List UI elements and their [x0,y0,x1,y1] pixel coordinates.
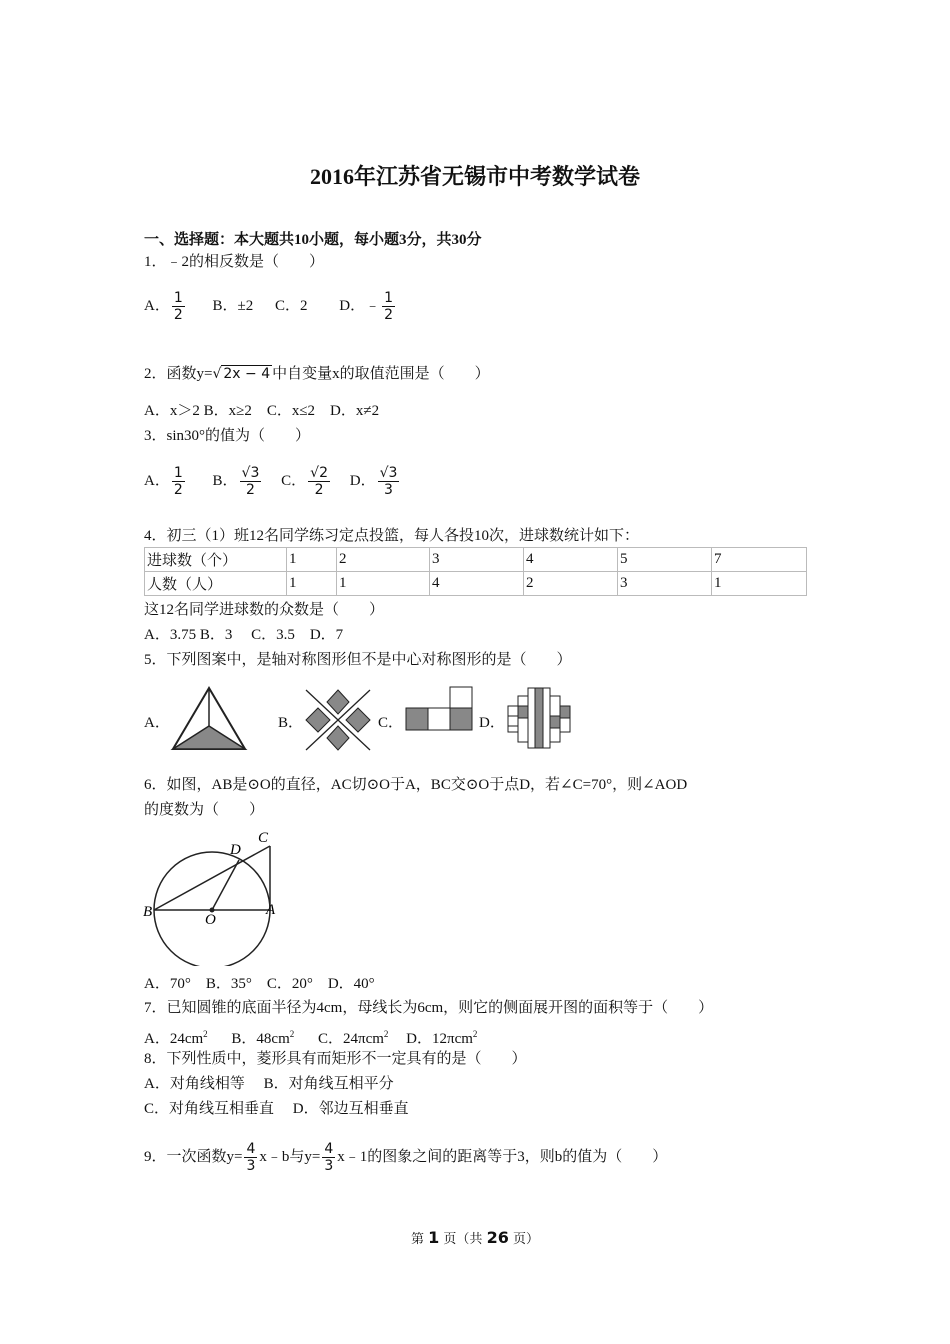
label-d: D [230,842,241,858]
q4-question: 这12名同学进球数的众数是（ ） [144,602,385,618]
q1-stem: 1．﹣2的相反数是（ ） [144,254,325,270]
radicand: 2x − 4 [223,366,271,382]
label-o: O [205,912,216,928]
q3-c-label: C． [281,472,307,489]
q9-pre: 9．一次函数y= [144,1148,243,1165]
exponent: 2 [383,1029,389,1039]
q3-d-fraction [378,465,400,498]
numerator: 1 [384,290,394,306]
table-cell: 4 [524,548,618,572]
table-cell: 3 [618,572,712,596]
q7-options [144,1024,477,1049]
q2-options: A．x＞2 B．x≥2 C．x≤2 D．x≠2 [144,403,380,419]
q1-b: B．±2 [212,297,254,314]
table-cell: 4 [430,572,524,596]
exponent: 2 [203,1029,208,1039]
q7-c: C．24πcm [318,1031,384,1047]
q7-stem: 7．已知圆锥的底面半径为4cm，母线长为6cm，则它的侧面展开图的面积等于（ ） [144,1000,714,1016]
radicand: 3 [388,465,398,481]
table-cell: 1 [712,572,807,596]
q1-c: C．2 [275,297,308,314]
table-cell: 1 [287,572,337,596]
denominator: 3 [246,1158,256,1174]
denominator: 3 [384,482,393,498]
denominator: 2 [173,307,183,323]
label-a: A [266,902,276,918]
radicand: 3 [250,465,260,481]
q4-stem: 4．初三（1）班12名同学练习定点投篮，每人各投10次，进球数统计如下： [144,528,640,544]
table-cell: 3 [430,548,524,572]
q5-c-label: C． [378,715,404,731]
q7-d: D．12πcm [406,1031,473,1047]
q9-stem [144,1141,667,1174]
denominator: 2 [173,482,183,498]
q6-options: A．70° B．35° C．20° D．40° [144,976,375,992]
q3-a-fraction [172,465,185,498]
q9-post: x﹣1的图象之间的距离等于3，则b的值为（ ） [337,1148,668,1165]
exponent: 2 [472,1029,478,1039]
q3-c-fraction [308,465,330,498]
circle-geometry-figure [142,826,282,966]
table-cell: 5 [618,548,712,572]
numerator: 1 [173,465,183,481]
section-heading: 一、选择题：本大题共10小题，每小题3分，共30分 [144,232,482,248]
q3-a-label: A． [144,472,170,489]
cross-pattern-figure [504,686,576,750]
table-cell: 2 [524,572,618,596]
squares-figure [404,686,476,732]
numerator: 4 [246,1141,256,1157]
q9-mid: x﹣b与y= [259,1148,321,1165]
table-cell: 1 [287,548,337,572]
score-table [144,547,807,596]
denominator: 2 [314,482,324,498]
label-c: C [258,830,269,846]
numerator: √3 [241,465,260,481]
table-cell: 人数（人） [145,572,287,596]
denominator: 2 [245,482,255,498]
numerator: 4 [324,1141,334,1157]
table-row [145,572,807,596]
triangle-figure [170,686,248,752]
q8-options-line1: A．对角线相等 B．对角线互相平分 [144,1076,394,1092]
page-number: 1 [428,1228,440,1247]
q9-fraction-1 [244,1141,257,1174]
q1-d-label: D．﹣ [339,297,381,314]
sqrt-expression: √ 2x − 4 [212,366,271,382]
q5-stem: 5．下列图案中，是轴对称图形但不是中心对称图形的是（ ） [144,652,572,668]
q2-stem-pre: 2．函数y= [144,366,213,382]
q8-stem: 8．下列性质中，菱形具有而矩形不一定具有的是（ ） [144,1051,527,1067]
q8-options-line2: C．对角线互相垂直 D．邻边互相垂直 [144,1101,409,1117]
q2-stem-post: 中自变量x的取值范围是（ ） [272,366,490,382]
denominator: 2 [384,307,394,323]
q3-b-label: B． [212,472,238,489]
q7-b: B．48cm [231,1031,290,1047]
table-cell: 1 [337,572,430,596]
table-cell: 7 [712,548,807,572]
footer-mid: 页（共 [439,1232,487,1247]
diamonds-figure [302,686,374,754]
q5-b-label: B． [278,715,304,731]
q5-d-label: D． [479,715,505,731]
numerator: 1 [173,290,183,306]
q1-d-fraction [382,290,395,323]
page-footer [0,1228,950,1247]
q9-fraction-2 [322,1141,335,1174]
q3-stem: 3．sin30°的值为（ ） [144,428,311,444]
q2-stem [144,364,490,384]
footer-post: 页） [508,1232,539,1247]
numerator: √3 [379,465,398,481]
q5-a-label: A． [144,715,170,731]
q3-options [144,465,401,498]
q6-stem-line2: 的度数为（ ） [144,802,265,818]
denominator: 3 [324,1158,334,1174]
footer-pre: 第 [411,1232,429,1247]
q6-stem-line1: 6．如图，AB是⊙O的直径，AC切⊙O于A，BC交⊙O于点D，若∠C=70°，则∠AOD [144,777,688,793]
label-b: B [143,904,153,920]
table-cell: 2 [337,548,430,572]
q3-b-fraction [240,465,262,498]
radicand: 2 [319,465,328,481]
table-row [145,548,807,572]
q4-options: A．3.75 B．3 C．3.5 D．7 [144,627,344,643]
exponent: 2 [289,1029,295,1039]
total-pages: 26 [486,1228,509,1247]
numerator: √2 [310,465,328,481]
q1-a-label: A． [144,297,170,314]
q7-a: A．24cm [144,1031,204,1047]
table-cell: 进球数（个） [145,548,287,572]
q1-a-fraction [172,290,185,323]
page-title: 2016年江苏省无锡市中考数学试卷 [309,164,640,189]
q1-options [144,290,397,323]
q3-d-label: D． [349,472,376,489]
